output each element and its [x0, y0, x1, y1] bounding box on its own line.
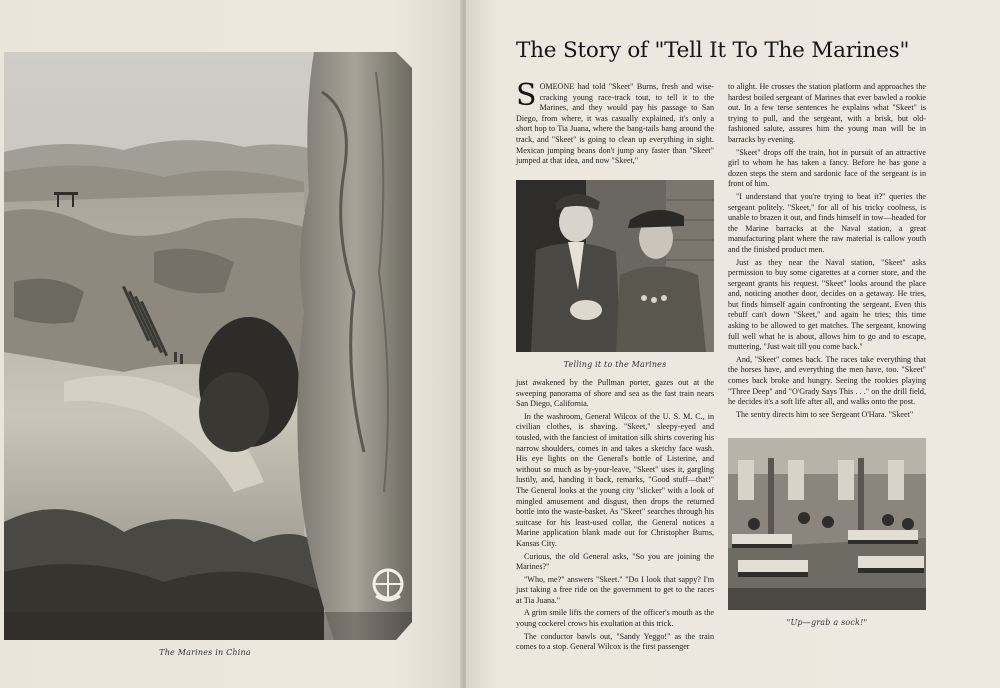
article-paragraph: SOMEONE had told "Skeet" Burns, fresh and wise-cracking young race-track tout, to tell it to the Marines, and they would pay his passage to San Diego, from where, it was casually explained, it's only a short hop to Tia Juana, where the bang-tails bang around the track, and "Skeet" is going to clean up everything in sight. Mexican jumping beans don't jump any faster than "Skeet" jumped at that idea, and now "Skeet," — [516, 78, 714, 166]
article-paragraph: A grim smile lifts the corners of the officer's mouth as the young cockerel crows his exultation at this trick. — [516, 608, 714, 629]
article-title: The Story of "Tell It To The Marines" — [516, 38, 910, 63]
article-paragraph: "Skeet" drops off the train, hot in pursuit of an attractive girl to whom he has taken a fancy. Before he has gone a dozen steps the stern and sardonic face of the sergeant is in front of him. — [728, 147, 926, 189]
article-paragraph: In the washroom, General Wilcox of the U. S. M. C., in civilian clothes, is shaving. "Skeet," sleepy-eyed and tousled, with the fanciest of imitation silk shirts covering his narrow shoulders, comes in and takes a sketchy face wash. His eye lights on the General's bottle of Listerine, and without so much as by-your-leave, "Skeet" uses it, gargling lustily, and, handing it back, remarks, "Good stuff—that!" The General looks at the young city "slicker" with a look of mingled amusement and disgust, then drops the returned bottle into the waste-basket. As "Skeet" searches through his suitcase for his least-used collar, the General notices a Marine application blank made out for Christopher Burns, Kansas City. — [516, 411, 714, 548]
left-page — [0, 0, 462, 688]
marines-in-china-photo — [4, 52, 412, 640]
column-1-top — [516, 78, 714, 172]
article-paragraph: And, "Skeet" comes back. The races take everything that the horses have, and everything the men have, too. "Skeet" comes back broke and hungry. Seeing the rookies playing "Three Deep" and "O'Grady Says This . . ." on the drill field, he decides it's a soft life after all, and walks onto the post. — [728, 354, 926, 407]
left-photo-caption: The Marines in China — [159, 648, 251, 657]
article-paragraph: Curious, the old General asks, "So you are joining the Marines?" — [516, 551, 714, 572]
drop-cap: S — [516, 78, 537, 113]
article-paragraph: "I understand that you're trying to beat it?" queries the sergeant politely. "Skeet," for all of his tricky coolness, is unable to brazen it out, and finds himself in tow—headed for the Marine barracks at the Naval station, a great manufacturing plant where the raw material is callow youth and the finished product men. — [728, 191, 926, 254]
column-1-bottom — [516, 378, 714, 652]
article-paragraph: just awakened by the Pullman porter, gazes out at the sweeping panorama of shore and sea as the fast train nears San Diego, California. — [516, 378, 714, 409]
photo-2-caption: "Up—grab a sock!" — [786, 618, 868, 627]
article-paragraph: "Who, me?" answers "Skeet." "Do I look that sappy? I'm just taking a free ride on the government to get to the races at Tia Juana." — [516, 574, 714, 605]
article-paragraph: The sentry directs him to see Sergeant O'Hara. "Skeet" — [736, 409, 914, 419]
column-2 — [728, 82, 926, 424]
barracks-photo — [728, 438, 926, 610]
photo-1-caption: Telling it to the Marines — [563, 360, 667, 369]
article-paragraph: to alight. He crosses the station platform and approaches the hardest boiled sergeant of Marines that ever bawled a rookie out. In a few terse sentences he explains what "Skeet" is trying to pull, and the sergeant, with a brisk, but old-fashioned salute, assures him the young man will be in barracks by evening. — [728, 82, 926, 144]
article-paragraph: Just as they near the Naval station, "Skeet" asks permission to buy some cigarettes at a corner store, and the sergeant grants his request. "Skeet" looks around the place and, noticing another door, decides on a getaway. He tries, but finds himself again confronting the sergeant. Even this rebuff can't down "Skeet," and again he tries; this time asking to be allowed to get matches. The sergeant, knowing full well what he is about, allows him to go and to escape, muttering, "Just wait till you come back." — [728, 257, 926, 352]
marine-emblem-icon — [366, 562, 410, 606]
telling-it-photo — [516, 180, 714, 352]
article-paragraph: The conductor bawls out, "Sandy Yeggo!" as the train comes to a stop. General Wilcox is the first passenger — [516, 631, 714, 652]
